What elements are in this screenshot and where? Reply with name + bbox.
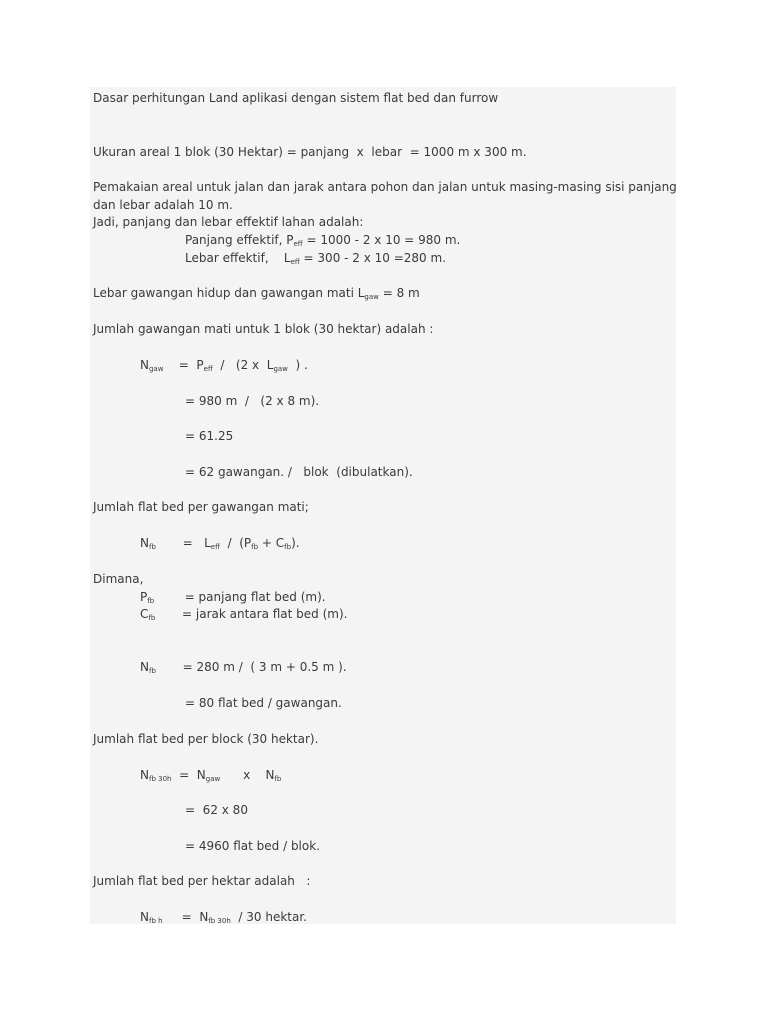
nfbh-formula: $N_{fb h}$ = $N_{fb 30h} / 30$ hektar. [140, 910, 307, 925]
jumlah-flatbed-block-line: Jumlah flat bed per block (30 hektar). [93, 732, 319, 746]
nfb30-step-2: = 4960 flat bed / blok. [185, 839, 320, 853]
panjang-effektif-line: Panjang effektif, $P_{eff} = 1000 - 2$ x 10 = 980 m. [185, 233, 461, 248]
pemakaian-line-1: Pemakaian areal untuk jalan dan jarak antara pohon dan jalan untuk masing-masing sisi panjang [93, 180, 677, 194]
nfb-calculation: $N_{fb}$ = 280 m / ( 3 m + 0.5 m ). [140, 660, 347, 675]
jumlah-flatbed-hektar-line: Jumlah flat bed per hektar adalah : [93, 874, 311, 888]
ngaw-formula: $N_{gaw}$ = $P_{eff} / (2$ x $L_{gaw}$ ) . [140, 358, 308, 373]
ukuran-line: Ukuran areal 1 blok (30 Hektar) = panjang x lebar = 1000 m x 300 m. [93, 145, 527, 159]
doc-title: Dasar perhitungan Land aplikasi dengan sistem flat bed dan furrow [93, 91, 499, 105]
dimana-line: Dimana, [93, 572, 144, 586]
lebar-gawangan-line: Lebar gawangan hidup dan gawangan mati $L_{gaw} = 8$ m [93, 286, 420, 301]
nfb-formula: $N_{fb}$ = $L_{eff} / (P_{fb} + C_{fb})$. [140, 536, 300, 551]
document-page [90, 87, 676, 924]
nfb30-step-1: = 62 x 80 [185, 803, 248, 817]
nfb30-formula: $N_{fb 30h} = N_{gaw}$ x $N_{fb}$ [140, 768, 282, 783]
pfb-definition: $P_{fb}$ = panjang flat bed (m). [140, 590, 326, 605]
jadi-line: Jadi, panjang dan lebar effektif lahan adalah: [93, 215, 364, 229]
cfb-definition: $C_{fb}$ = jarak antara flat bed (m). [140, 607, 348, 622]
jumlah-flatbed-gawangan-line: Jumlah flat bed per gawangan mati; [93, 500, 309, 514]
pemakaian-line-2: dan lebar adalah 10 m. [93, 198, 233, 212]
jumlah-gawangan-line: Jumlah gawangan mati untuk 1 blok (30 hektar) adalah : [93, 322, 434, 336]
nfb-result: = 80 flat bed / gawangan. [185, 696, 342, 710]
ngaw-step-3: = 62 gawangan. / blok (dibulatkan). [185, 465, 413, 479]
lebar-effektif-line: Lebar effektif, $L_{eff} = 300 - 2$ x 10 =280 m. [185, 251, 447, 266]
ngaw-step-1: = 980 m / (2 x 8 m). [185, 394, 320, 408]
ngaw-step-2: = 61.25 [185, 429, 234, 443]
